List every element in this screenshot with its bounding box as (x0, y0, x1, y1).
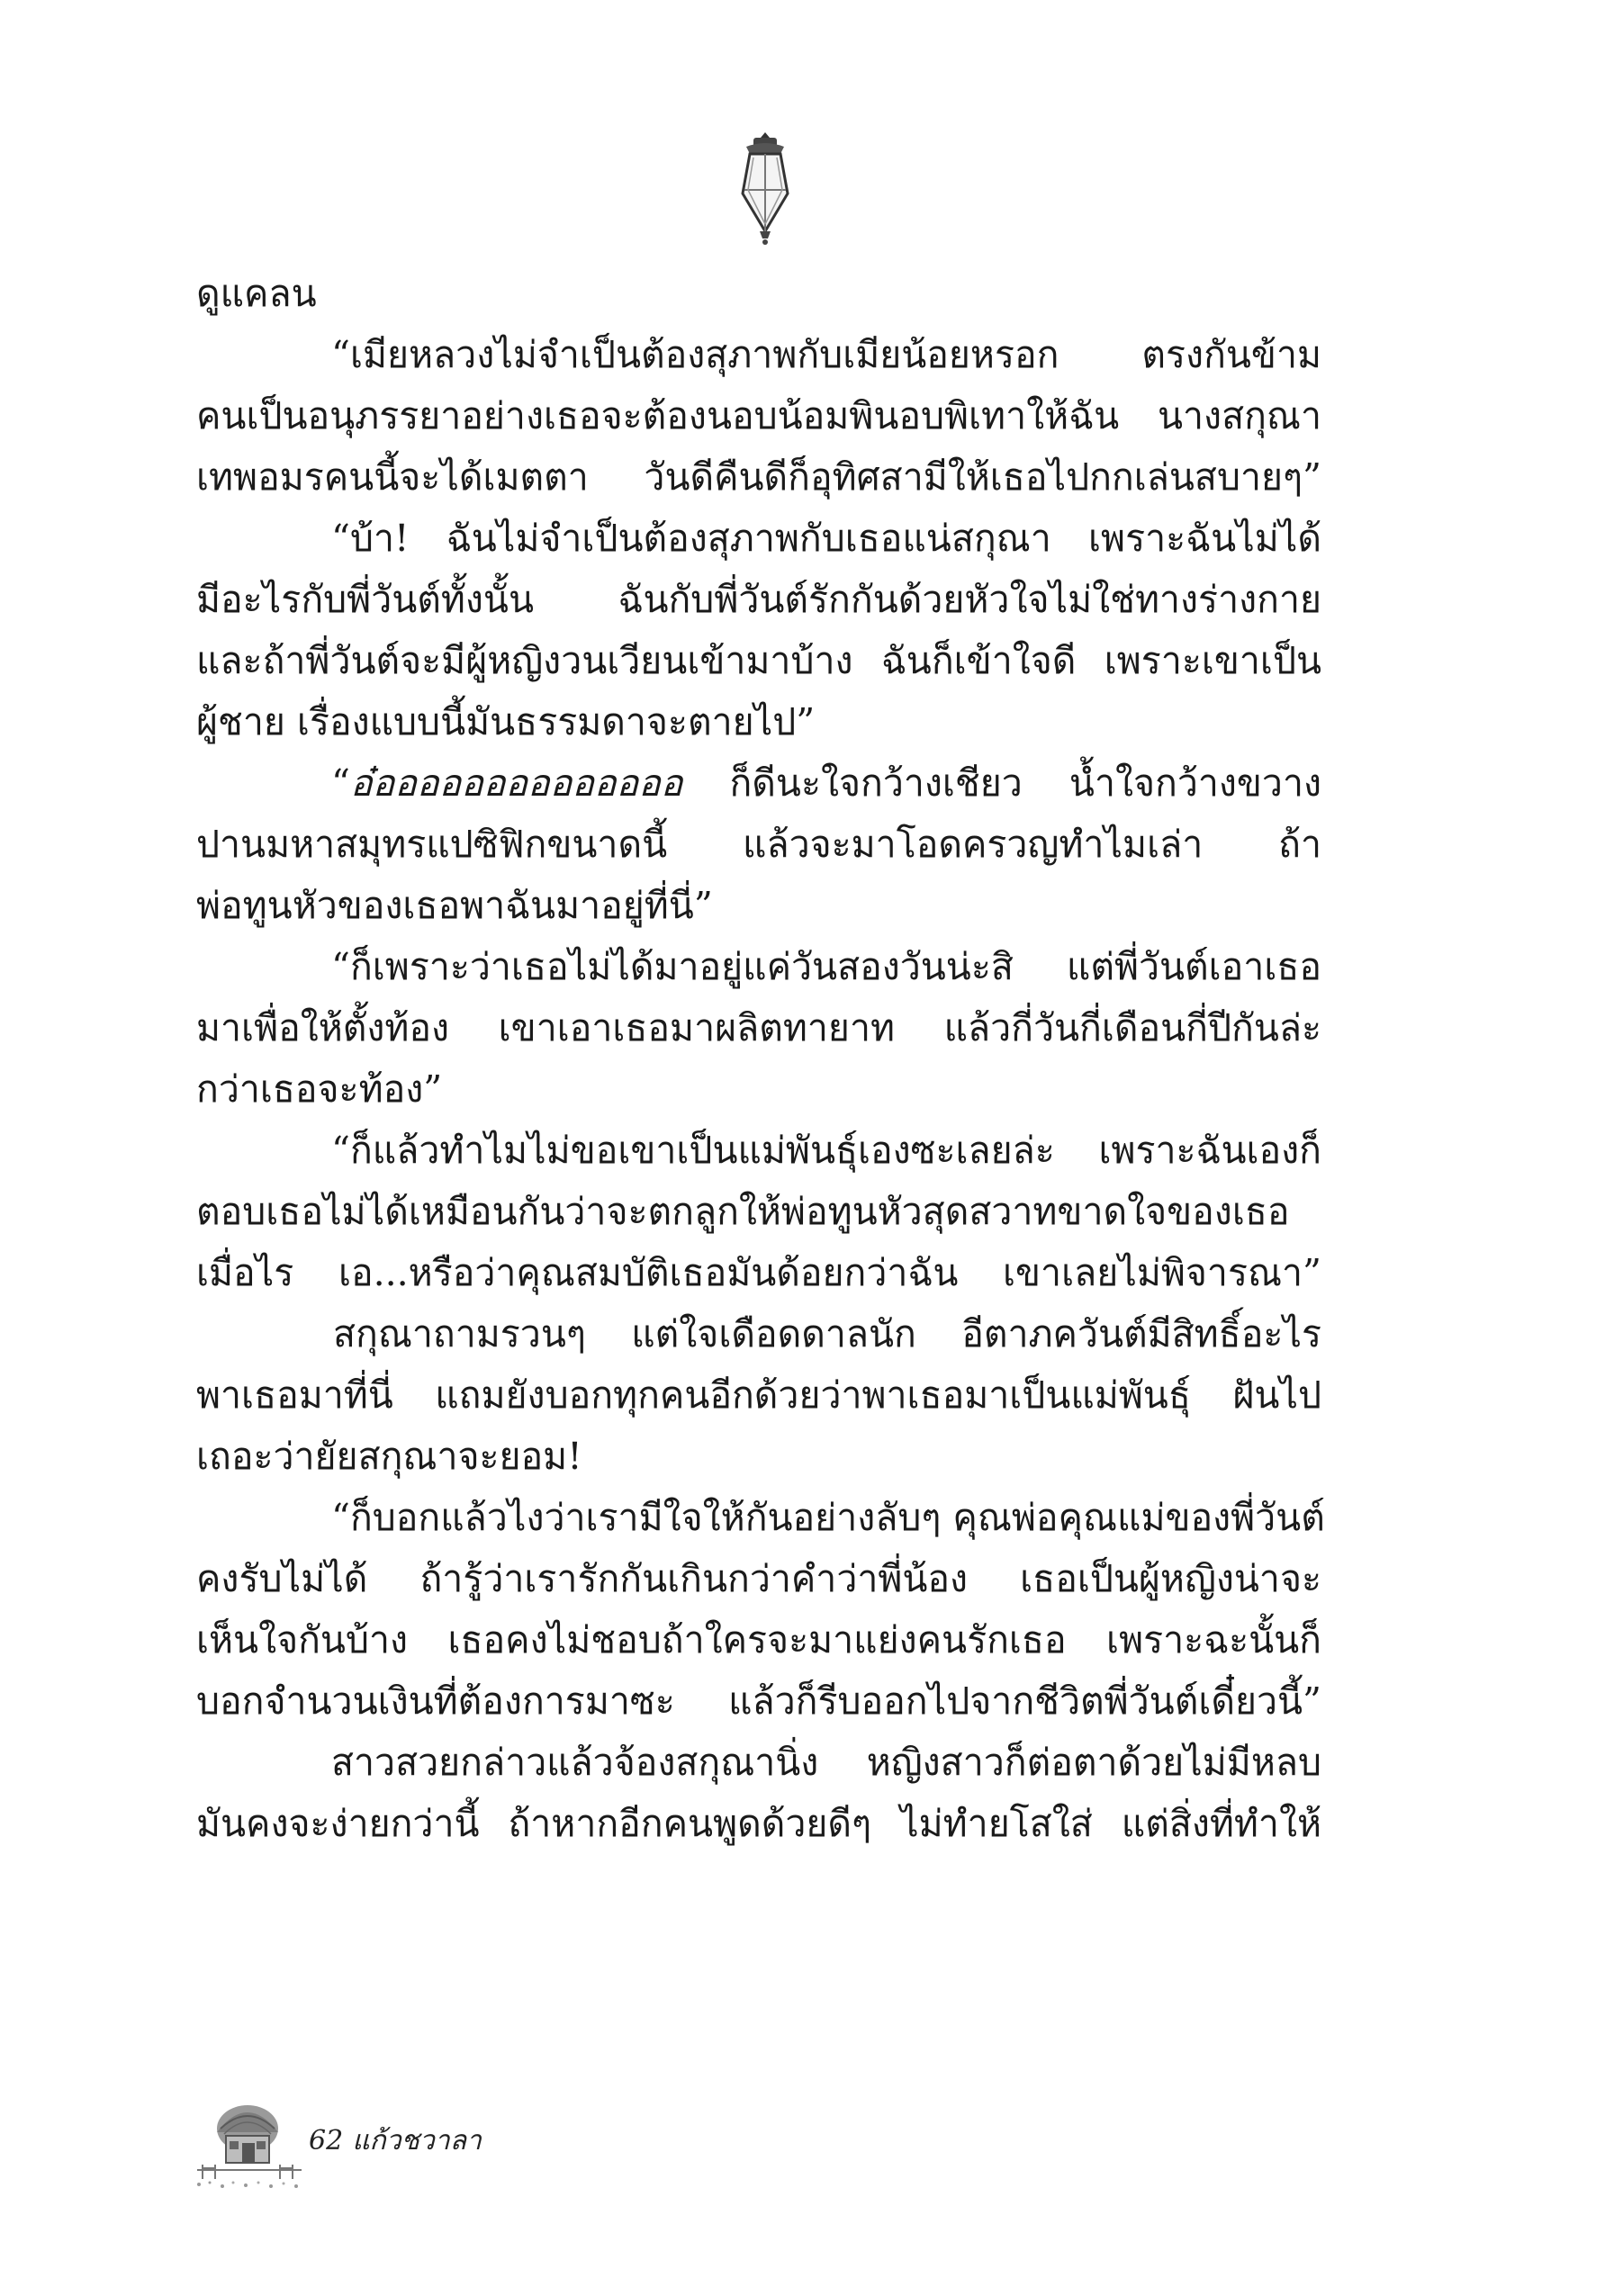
quote-mark: “ (331, 761, 350, 805)
text-line: “เมียหลวงไม่จำเป็นต้องสุภาพกับเมียน้อยหรอก ตรงกันข้าม (331, 333, 1321, 376)
text-line: ดูแคลน (196, 272, 317, 315)
text-line: เห็นใจกันบ้าง เธอคงไม่ชอบถ้าใครจะมาแย่งคนรักเธอ เพราะฉะนั้นก็ (196, 1618, 1321, 1661)
text-line: ผู้ชาย เรื่องแบบนี้มันธรรมดาจะตายไป” (196, 700, 816, 743)
body-text (196, 263, 1325, 1854)
text-line: คงรับไม่ได้ ถ้ารู้ว่าเรารักกันเกินกว่าคำว่าพี่น้อง เธอเป็นผู้หญิงน่าจะ (196, 1557, 1321, 1600)
text-line: “บ้า! ฉันไม่จำเป็นต้องสุภาพกับเธอแน่สกุณา เพราะฉันไม่ได้ (331, 517, 1321, 560)
footer-caption (309, 2120, 482, 2162)
page-number: 62 (309, 2125, 344, 2156)
text-line: กว่าเธอจะท้อง” (196, 1067, 443, 1111)
text-line: “ก็แล้วทำไมไม่ขอเขาเป็นแม่พันธุ์เองซะเลยล่ะ เพราะฉันเองก็ (331, 1129, 1321, 1172)
book-title: แก้วชวาลา (352, 2125, 482, 2156)
text-line: พาเธอมาที่นี่ แถมยังบอกทุกคนอีกด้วยว่าพาเธอมาเป็นแม่พันธุ์ ฝันไป (196, 1373, 1321, 1417)
text-line: เมื่อไร เอ...หรือว่าคุณสมบัติเธอมันด้อยกว่าฉัน เขาเลยไม่พิจารณา” (196, 1251, 1321, 1294)
page-footer (194, 2093, 554, 2192)
text-line: “ก็บอกแล้วไงว่าเรามีใจให้กันอย่างลับๆ คุณพ่อคุณแม่ของพี่วันต์ (331, 1496, 1325, 1539)
text-line: คนเป็นอนุภรรยาอย่างเธอจะต้องนอบน้อมพินอบพิเทาให้ฉัน นางสกุณา (196, 394, 1321, 437)
text-line: “ก็เพราะว่าเธอไม่ได้มาอยู่แค่วันสองวันน่ะสิ แต่พี่วันต์เอาเธอ (331, 945, 1321, 988)
text-line: บอกจำนวนเงินที่ต้องการมาซะ แล้วก็รีบออกไปจากชีวิตพี่วันต์เดี๋ยวนี้” (196, 1679, 1321, 1723)
italic-interjection: อ๋ออออออออออออออ (349, 761, 683, 805)
text-line: มาเพื่อให้ตั้งท้อง เขาเอาเธอมาผลิตทายาท แล้วกี่วันกี่เดือนกี่ปีกันล่ะ (196, 1006, 1321, 1049)
lantern-icon (734, 131, 797, 248)
text-line: ตอบเธอไม่ได้เหมือนกันว่าจะตกลูกให้พ่อทูนหัวสุดสวาทขาดใจของเธอ (196, 1190, 1290, 1233)
text-line: มีอะไรกับพี่วันต์ทั้งนั้น ฉันกับพี่วันต์รักกันด้วยหัวใจไม่ใช่ทางร่างกาย (196, 578, 1321, 621)
text-line (196, 752, 1321, 814)
text-line: มันคงจะง่ายกว่านี้ ถ้าหากอีกคนพูดด้วยดีๆ ไม่ทำยโสใส่ แต่สิ่งที่ทำให้ (196, 1802, 1321, 1845)
thatched-house-icon (194, 2093, 306, 2190)
text-line: สกุณาถามรวนๆ แต่ใจเดือดดาลนัก อีตาภควันต์มีสิทธิ์อะไร (333, 1312, 1321, 1355)
text-fragment: ก็ดีนะใจกว้างเชียว น้ำใจกว้างขวาง (682, 761, 1321, 805)
text-line: เถอะว่ายัยสกุณาจะยอม! (196, 1435, 582, 1478)
text-line: และถ้าพี่วันต์จะมีผู้หญิงวนเวียนเข้ามาบ้าง ฉันก็เข้าใจดี เพราะเขาเป็น (196, 639, 1321, 682)
text-line: พ่อทูนหัวของเธอพาฉันมาอยู่ที่นี่” (196, 884, 713, 927)
text-line: ปานมหาสมุทรแปซิฟิกขนาดนี้ แล้วจะมาโอดครวญทำไมเล่า ถ้า (196, 823, 1321, 866)
text-line: สาวสวยกล่าวแล้วจ้องสกุณานิ่ง หญิงสาวก็ต่อตาด้วยไม่มีหลบ (331, 1741, 1321, 1784)
text-line: เทพอมรคนนี้จะได้เมตตา วันดีคืนดีก็อุทิศสามีให้เธอไปกกเล่นสบายๆ” (196, 455, 1321, 499)
